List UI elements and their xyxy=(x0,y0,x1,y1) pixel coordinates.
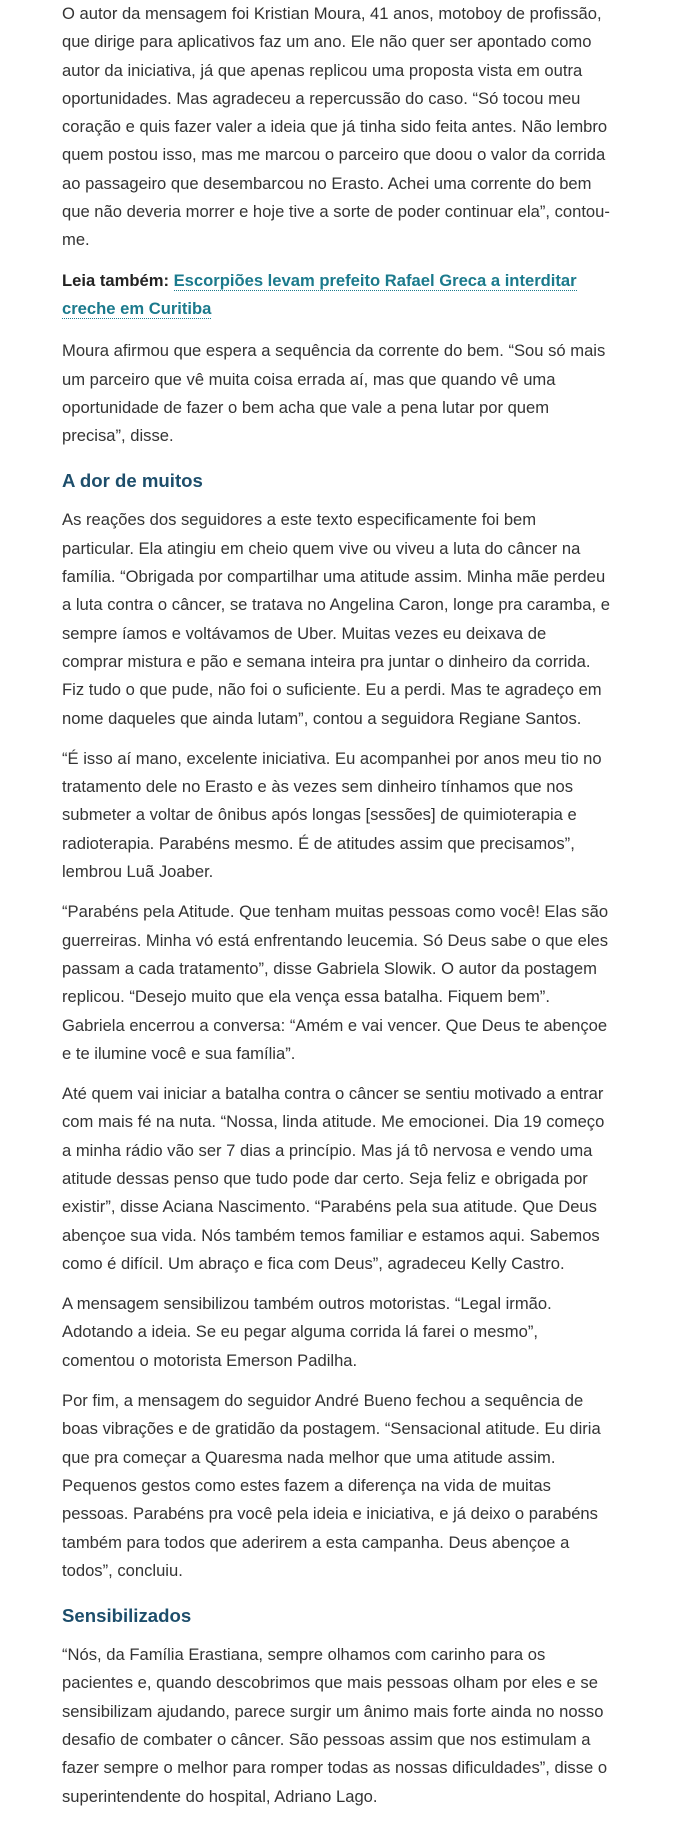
read-also xyxy=(62,267,610,324)
paragraph-andre: Por fim, a mensagem do seguidor André Bueno fechou a sequência de boas vibrações e de gratidão da postagem. “Sensacional atitude. Eu diria que pra começar a Quaresma nada melhor que uma atitude assim. Pequenos gestos como estes fazem a diferença na vida de muitas pessoas. Parabéns pra você pela ideia e iniciativa, e já deixo o parabéns também para todos que aderirem a esta campanha. Deus abençoe a todos”, concluiu. xyxy=(62,1391,601,1580)
paragraph-superintendente: “Nós, da Família Erastiana, sempre olhamos com carinho para os pacientes e, quando descobrimos que mais pessoas olham por eles e se sensibilizam ajudando, parece surgir um ânimo mais forte ainda no nosso desafio de combater o câncer. São pessoas assim que nos estimulam a fazer sempre o melhor para romper todas as nossas dificuldades”, disse o superintendente do hospital, Adriano Lago. xyxy=(62,1645,608,1806)
read-also-link[interactable]: Escorpiões levam prefeito Rafael Greca a interditar creche em Curitiba xyxy=(62,270,577,318)
paragraph-luajoaber: “É isso aí mano, excelente iniciativa. Eu acompanhei por anos meu tio no tratamento dele no Erasto e às vezes sem dinheiro tínhamos que nos submeter a voltar de ônibus após longas [sessões] de quimioterapia e radioterapia. Parabéns mesmo. É de atitudes assim que precisamos”, lembrou Luã Joaber. xyxy=(62,748,602,882)
paragraph-gabriela: “Parabéns pela Atitude. Que tenham muitas pessoas como você! Elas são guerreiras. Minha vó está enfrentando leucemia. Só Deus sabe o que eles passam a cada tratamento”, disse Gabriela Slowik. O autor da postagem replicou. “Desejo muito que ela vença essa batalha. Fiquem bem”. Gabriela encerrou a conversa: “Amém e vai vencer. Que Deus te abençoe e te ilumine você e sua família”. xyxy=(62,902,609,1063)
paragraph-moura: Moura afirmou que espera a sequência da corrente do bem. “Sou só mais um parceiro que vê muita coisa errada aí, mas que quando vê uma oportunidade de fazer o bem acha que vale a pena lutar por quem precisa”, disse. xyxy=(62,341,606,446)
paragraph-reacoes: As reações dos seguidores a este texto especificamente foi bem particular. Ela atingiu em cheio quem vive ou viveu a luta do câncer na família. “Obrigada por compartilhar uma atitude assim. Minha mãe perdeu a luta contra o câncer, se tratava no Angelina Caron, longe pra caramba, e sempre íamos e voltávamos de Uber. Muitas vezes eu deixava de comprar mistura e pão e semana inteira pra juntar o dinheiro da corrida. Fiz tudo o que pude, não foi o suficiente. Eu a perdi. Mas te agradeço em nome daqueles que ainda lutam”, contou a seguidora Regiane Santos. xyxy=(62,510,610,728)
section-heading-sensibilizados: Sensibilizados xyxy=(62,1605,192,1627)
paragraph-author: O autor da mensagem foi Kristian Moura, 41 anos, motoboy de profissão, que dirige para aplicativos faz um ano. Ele não quer ser apontado como autor da iniciativa, já que apenas replicou uma proposta vista em outra oportunidades. Mas agradeceu a repercussão do caso. “Só tocou meu coração e quis fazer valer a ideia que já tinha sido feita antes. Não lembro quem postou isso, mas me marcou o parceiro que doou o valor da corrida ao passageiro que desembarcou no Erasto. Achei uma corrente do bem que não deveria morrer e hoje tive a sorte de poder continuar ela”, contou-me. xyxy=(62,4,610,250)
read-also-label: Leia também: xyxy=(62,270,169,290)
paragraph-aciana: Até quem vai iniciar a batalha contra o câncer se sentiu motivado a entrar com mais fé na nuta. “Nossa, linda atitude. Me emocionei. Dia 19 começo a minha rádio vão ser 7 dias a princípio. Mas já tô nervosa e vendo uma atitude dessas penso que tudo pode dar certo. Seja feliz e obrigada por existir”, disse Aciana Nascimento. “Parabéns pela sua atitude. Que Deus abençoe sua vida. Nós também temos familiar e estamos aqui. Sabemos como é difícil. Um abraço e fica com Deus”, agradeceu Kelly Castro. xyxy=(62,1084,605,1273)
paragraph-motoristas: A mensagem sensibilizou também outros motoristas. “Legal irmão. Adotando a ideia. Se eu pegar alguma corrida lá farei o mesmo”, comentou o motorista Emerson Padilha. xyxy=(62,1294,552,1370)
section-heading-dor: A dor de muitos xyxy=(62,470,203,492)
